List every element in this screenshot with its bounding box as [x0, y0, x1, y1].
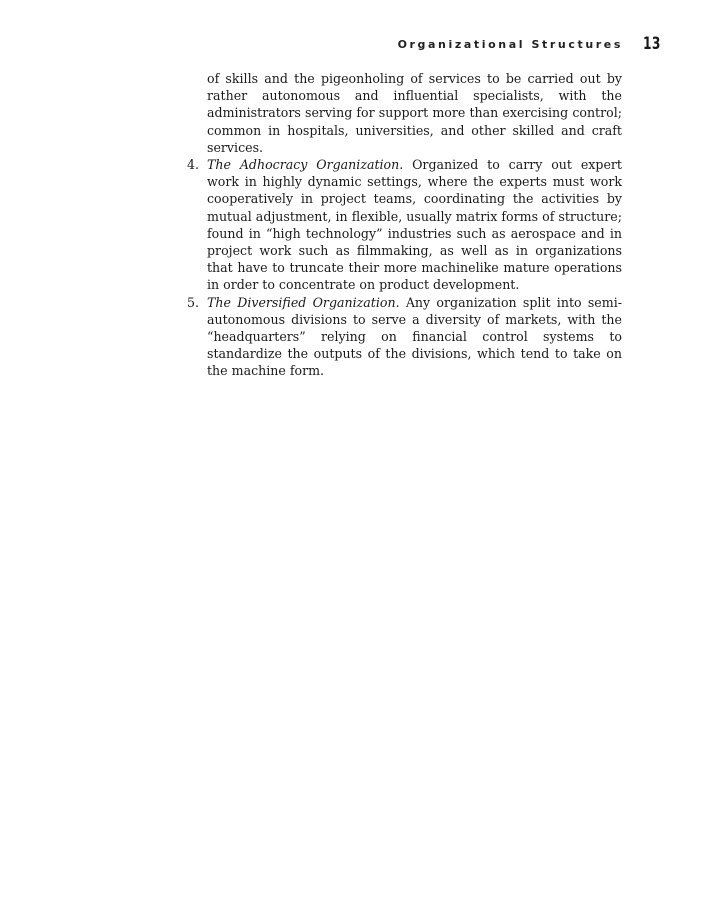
- page-header: [0, 34, 715, 58]
- list-item-5: [180, 294, 622, 380]
- item-title: The Diversified Organization: [207, 294, 396, 310]
- list-number: 4.: [187, 157, 200, 173]
- list-item-text: [207, 156, 622, 294]
- running-head: Organizational Structures: [397, 38, 623, 51]
- item-description: . Organized to carry out expert work in highly dynamic settings, where the experts must work cooperatively in project teams, coordinating the activities by mutual adjustment, in flexible, usually matrix forms of structure; found in “high technology” industries such as aerospace and in project work such as filmmaking, as well as in organizations that have to truncate their more machinelike mature operations in order to concentrate on product development.: [207, 157, 622, 293]
- list-number: 5.: [187, 294, 200, 310]
- body-text: [180, 70, 622, 380]
- item-title: The Adhocracy Organization: [207, 157, 400, 173]
- item-description: . Any organization split into semi-autonomous divisions to serve a diversity of markets, with the “headquarters” relying on financial control systems to standardize the outputs of the divisions, which tend to take on the machine form.: [207, 294, 622, 379]
- page-number: 13: [643, 34, 661, 54]
- list-item-4: [180, 156, 622, 294]
- list-item-text: [207, 294, 622, 380]
- continuation-paragraph: of skills and the pigeonholing of services to be carried out by rather autonomous and influential specialists, with the administrators serving for support more than exercising control; common in hospitals, universities, and other skilled and craft services.: [207, 71, 622, 155]
